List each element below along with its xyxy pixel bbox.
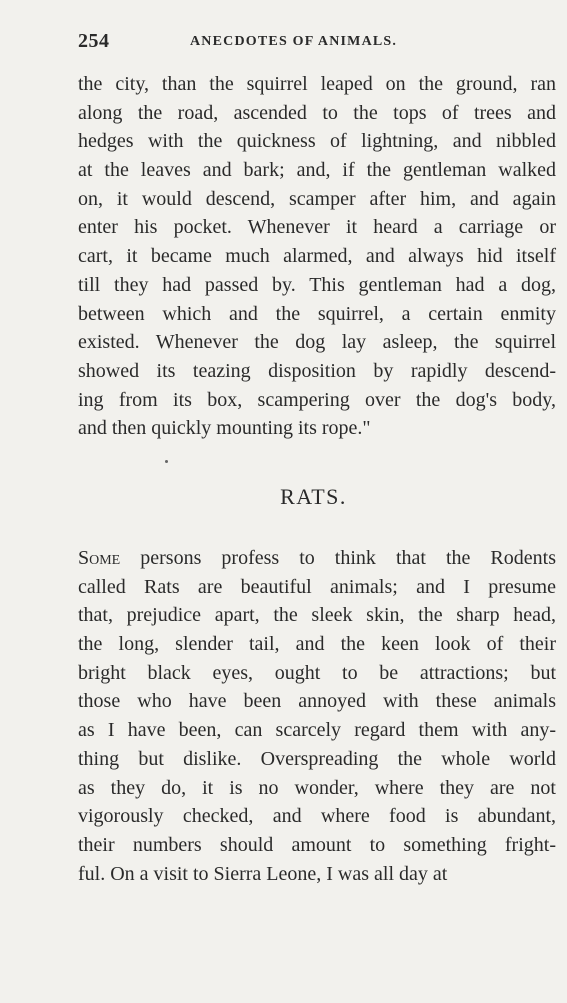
- paragraph-rats: [78, 544, 556, 888]
- text-line: bright black eyes, ought to be attractions; but: [78, 661, 556, 684]
- text-line: on, it would descend, scamper after him, and again: [78, 187, 556, 210]
- text-line: and then quickly mounting its rope.": [78, 417, 371, 440]
- text-line: showed its teazing disposition by rapidly descend-: [78, 359, 556, 382]
- text-line: the long, slender tail, and the keen look of their: [78, 633, 556, 656]
- opening-word: Some: [78, 547, 121, 569]
- text-line: cart, it became much alarmed, and always hid itself: [78, 245, 556, 268]
- text-line: those who have been annoyed with these animals: [78, 690, 556, 713]
- text-line: hedges with the quickness of lightning, and nibbled: [78, 130, 556, 153]
- text-line: as I have been, can scarcely regard them with any-: [78, 719, 556, 742]
- running-head: [78, 30, 558, 56]
- opening-line-rest: persons profess to think that the Rodents: [120, 547, 556, 569]
- section-heading: RATS.: [280, 484, 347, 509]
- text-line: their numbers should amount to something fright-: [78, 833, 556, 856]
- running-title: ANECDOTES OF ANIMALS.: [190, 34, 398, 49]
- text-line: the city, than the squirrel leaped on the ground, ran: [78, 73, 556, 95]
- text-line: thing but dislike. Overspreading the whole world: [78, 747, 556, 770]
- text-line: between which and the squirrel, a certain enmity: [78, 302, 556, 325]
- page-number: 254: [78, 30, 110, 52]
- text-line: along the road, ascended to the tops of trees and: [78, 101, 556, 124]
- text-line: at the leaves and bark; and, if the gentleman walked: [78, 159, 556, 182]
- text-line-first: [78, 544, 556, 573]
- text-line: called Rats are beautiful animals; and I presume: [78, 575, 556, 598]
- text-line: existed. Whenever the dog lay asleep, the squirrel: [78, 331, 556, 354]
- text-line: enter his pocket. Whenever it heard a carriage or: [78, 216, 556, 239]
- text-line: that, prejudice apart, the sleek skin, the sharp head,: [78, 604, 556, 627]
- text-line: ful. On a visit to Sierra Leone, I was all day at: [78, 862, 448, 885]
- paragraph-squirrel: [78, 70, 556, 443]
- text-line: till they had passed by. This gentleman had a dog,: [78, 273, 556, 296]
- text-line: ing from its box, scampering over the dog's body,: [78, 388, 556, 411]
- text-line: as they do, it is no wonder, where they are not: [78, 776, 556, 799]
- text-line: vigorously checked, and where food is abundant,: [78, 805, 556, 828]
- ink-speck: [165, 460, 168, 463]
